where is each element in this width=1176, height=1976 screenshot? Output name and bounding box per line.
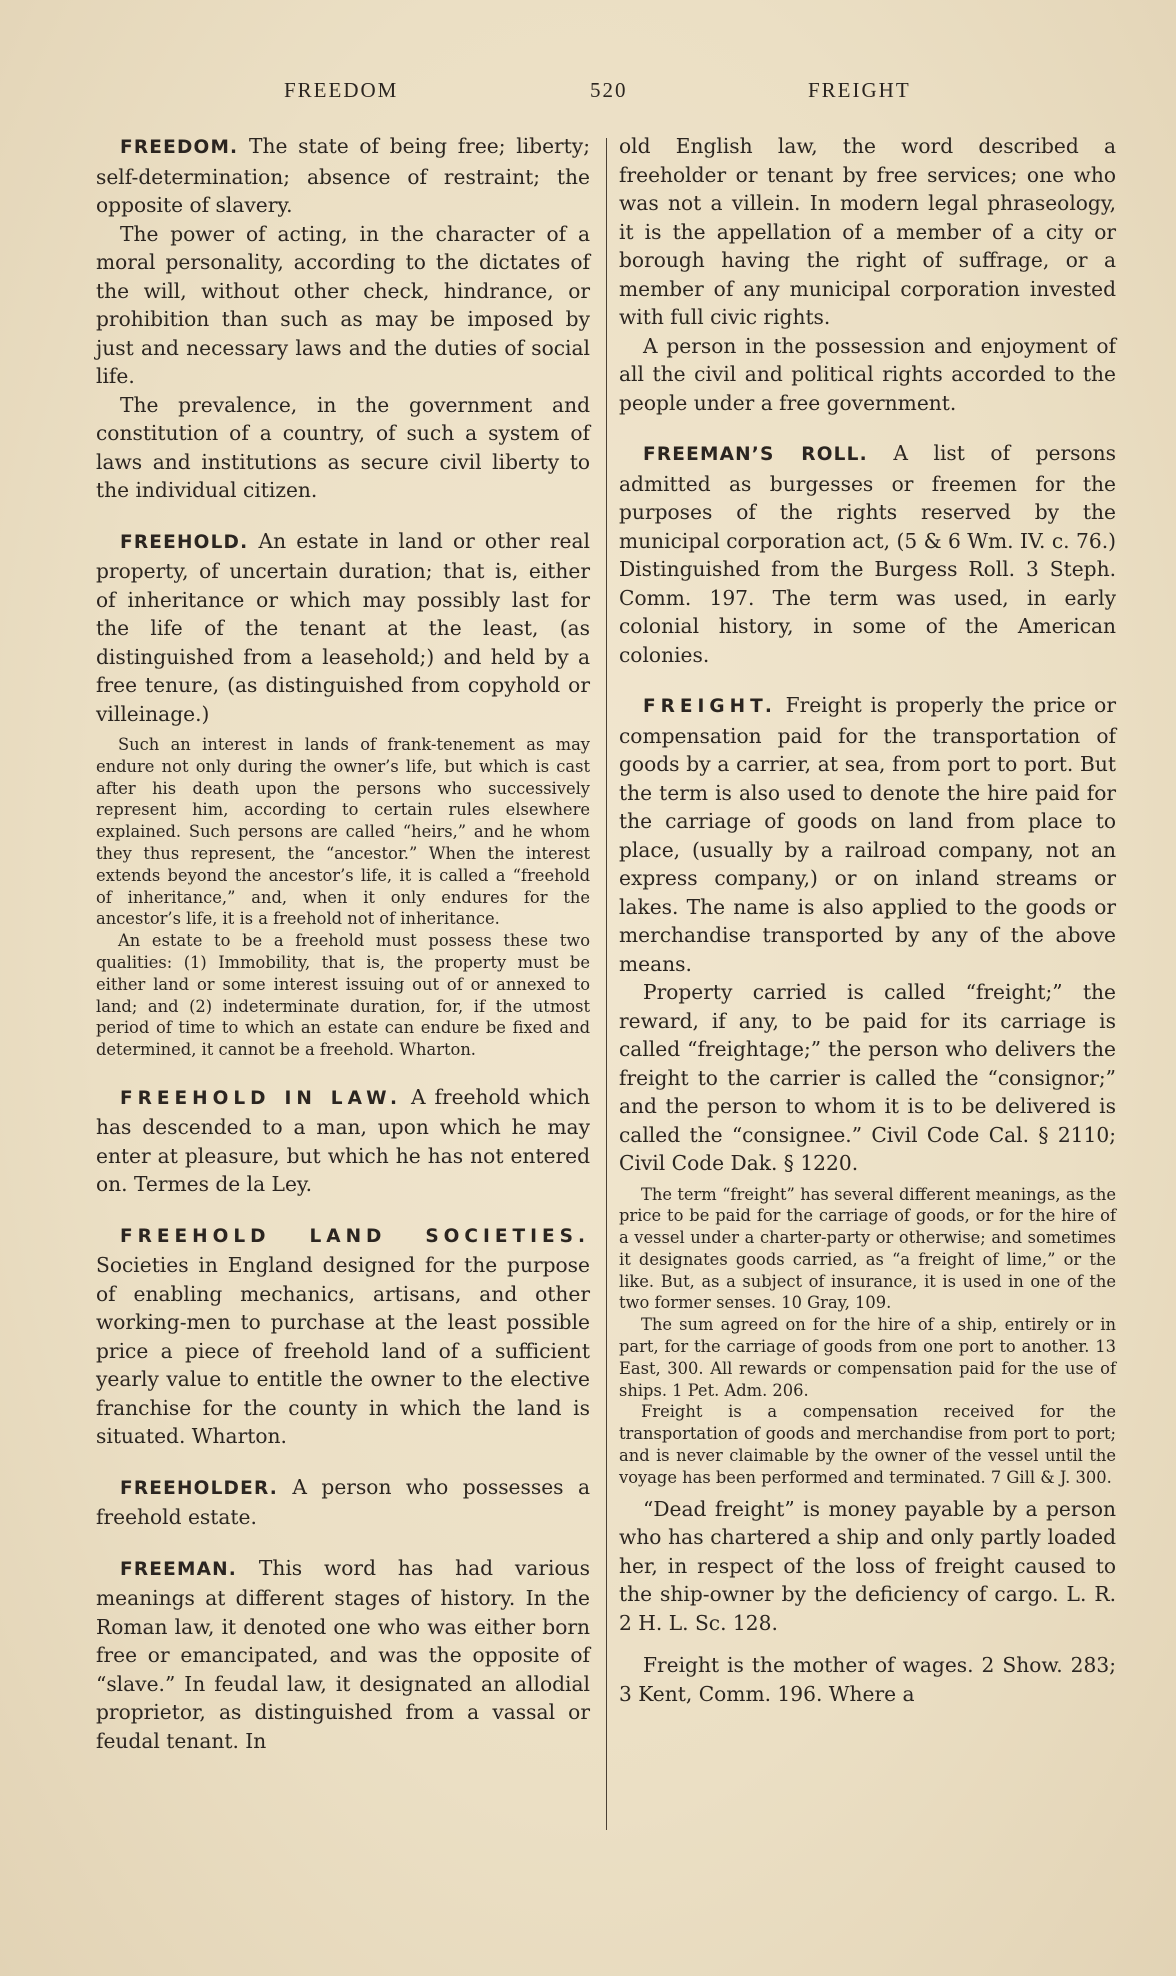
headword-freeman: FREEMAN. [120, 1558, 237, 1580]
small-note: Freight is a compensation received for the transportation of goods and merchandise from port to port; and is never claimable by the owner of the vessel until the voyage has been performed and terminated. 7 Gill & J. 300. [619, 1402, 1116, 1487]
paragraph: “Dead freight” is money payable by a person who has chartered a ship and only partly loaded her, in respect of the loss of freight caused to the ship-owner by the deficiency of cargo. L. R. 2 H. L. Sc. 128. [619, 1496, 1116, 1635]
running-head [0, 78, 1176, 108]
definition-freeholder: A person who possesses a freehold estate. [96, 1474, 590, 1530]
page-number: 520 [590, 78, 628, 102]
definition-freehold-in-law: A freehold which has descended to a man, upon which he may enter at pleasure, but which he has not entered on. Termes de la Ley. [96, 1084, 590, 1197]
headword-freehold: FREEHOLD. [120, 531, 249, 553]
headword-freehold-land-societies: FREEHOLD LAND SOCIETIES. [120, 1225, 590, 1247]
definition-freemans-roll: A list of persons admitted as burgesses or freemen for the purposes of the rights reserved by the municipal corporation act, (5 & 6 Wm. IV. c. 76.) Distinguished from the Burgess Roll. 3 Steph. Comm. 197. The term was used, in early colonial history, in some of the American colonies. [619, 441, 1116, 667]
entry-freeman [96, 1554, 590, 1756]
headword-freehold-in-law: FREEHOLD IN LAW. [120, 1087, 402, 1109]
small-note: Such an interest in lands of frank-tenement as may endure not only during the owner’s life, but which is cast after his death upon the persons who successively represent him, according to certain rules elsewhere explained. Such persons are called “heirs,” and he whom they thus represent, the “ancestor.” When the interest extends beyond the ancestor’s life, it is called a “freehold of inheritance,” and, when it only endures for the ancestor’s life, it is a freehold not of inheritance. [96, 735, 590, 929]
definition-freedom: The state of being free; liberty; self-determination; absence of restraint; the opposite of slavery. [96, 134, 590, 217]
entry-freedom [96, 132, 590, 220]
definition-freeman: This word has had various meanings at different stages of history. In the Roman law, it denoted one who was either born free or emancipated, and was the opposite of “slave.” In feudal law, it designated an allodial proprietor, as distinguished from a vassal or feudal tenant. In [96, 1555, 590, 1753]
paragraph: The prevalence, in the government and constitution of a country, of such a system of laws and institutions as secure civil liberty to the individual citizen. [96, 392, 590, 502]
entry-freight [619, 691, 1116, 978]
entry-freehold-in-law [96, 1083, 590, 1199]
small-note: An estate to be a freehold must possess these two qualities: (1) Immobility, that is, the property must be either land or some interest issuing out of or annexed to land; and (2) indeterminate duration, for, if the utmost period of time to which an estate can endure be fixed and determined, it cannot be a freehold. Wharton. [96, 931, 590, 1060]
entry-freemans-roll [619, 439, 1116, 669]
entry-freehold [96, 527, 590, 729]
left-column [96, 132, 590, 1755]
definition-freehold: An estate in land or other real property, of uncertain duration; that is, either of inheritance or which may possibly last for the life of the tenant at the least, (as distinguished from a leasehold;) and held by a free tenure, (as distinguished from copyhold or villeinage.) [96, 528, 590, 726]
column-divider [606, 138, 607, 1830]
right-column [619, 132, 1116, 1708]
headword-freight: FREIGHT. [643, 696, 777, 717]
entry-freehold-land-societies [96, 1221, 590, 1451]
definition-freehold-land-societies: Societies in England designed for the purpose of enabling mechanics, artisans, and other working-men to purchase at the least possible price a piece of freehold land of a sufficient yearly value to entitle the owner to the elective franchise for the county in which the land is situated. Wharton. [96, 1253, 590, 1449]
paragraph: The power of acting, in the character of a moral personality, according to the dictates of the will, without other check, hindrance, or prohibition than such as may be imposed by just and necessary laws and the duties of social life. [96, 221, 590, 388]
headword-freeholder: FREEHOLDER. [120, 1477, 278, 1499]
header-left-guide-word: FREEDOM [284, 78, 399, 102]
paragraph: Freight is the mother of wages. 2 Show. 283; 3 Kent, Comm. 196. Where a [619, 1653, 1116, 1706]
definition-freight: Freight is properly the price or compensation paid for the transportation of goods by a carrier, at sea, from port to port. But the term is also used to denote the hire paid for the carriage of goods on land from place to place, (usually by a railroad company, not an express company,) or on inland streams or lakes. The name is also applied to the goods or merchandise transported by any of the above means. [619, 693, 1116, 976]
headword-freedom: FREEDOM. [120, 137, 239, 158]
small-note: The sum agreed on for the hire of a ship, entirely or in part, for the carriage of goods from one port to another. 13 East, 300. All rewards or compensation paid for the use of ships. 1 Pet. Adm. 206. [619, 1315, 1116, 1400]
paragraph: A person in the possession and enjoyment of all the civil and political rights accorded to the people under a free government. [619, 333, 1116, 415]
paragraph-freeman-continued: old English law, the word described a freeholder or tenant by free services; one who was not a villein. In modern legal phraseology, it is the appellation of a member of a city or borough having the right of suffrage, or a member of any municipal corporation invested with full civic rights. [619, 134, 1116, 329]
small-note: The term “freight” has several different meanings, as the price to be paid for the carriage of goods, or for the hire of a vessel under a charter-party or otherwise; and sometimes it designates goods carried, as “a freight of lime,” or the like. But, as a subject of insurance, it is used in one of the two former senses. 10 Gray, 109. [619, 1184, 1116, 1313]
entry-freeholder [96, 1473, 590, 1532]
paragraph: Property carried is called “freight;” the reward, if any, to be paid for its carriage is called “freightage;” the person who delivers the freight to the carrier is called the “consignor;” and the person to whom it is to be delivered is called the “consignee.” Civil Code Cal. § 2110; Civil Code Dak. § 1220. [619, 980, 1116, 1175]
header-right-guide-word: FREIGHT [808, 78, 911, 102]
headword-freemans-roll: FREEMAN’S ROLL. [643, 444, 868, 465]
